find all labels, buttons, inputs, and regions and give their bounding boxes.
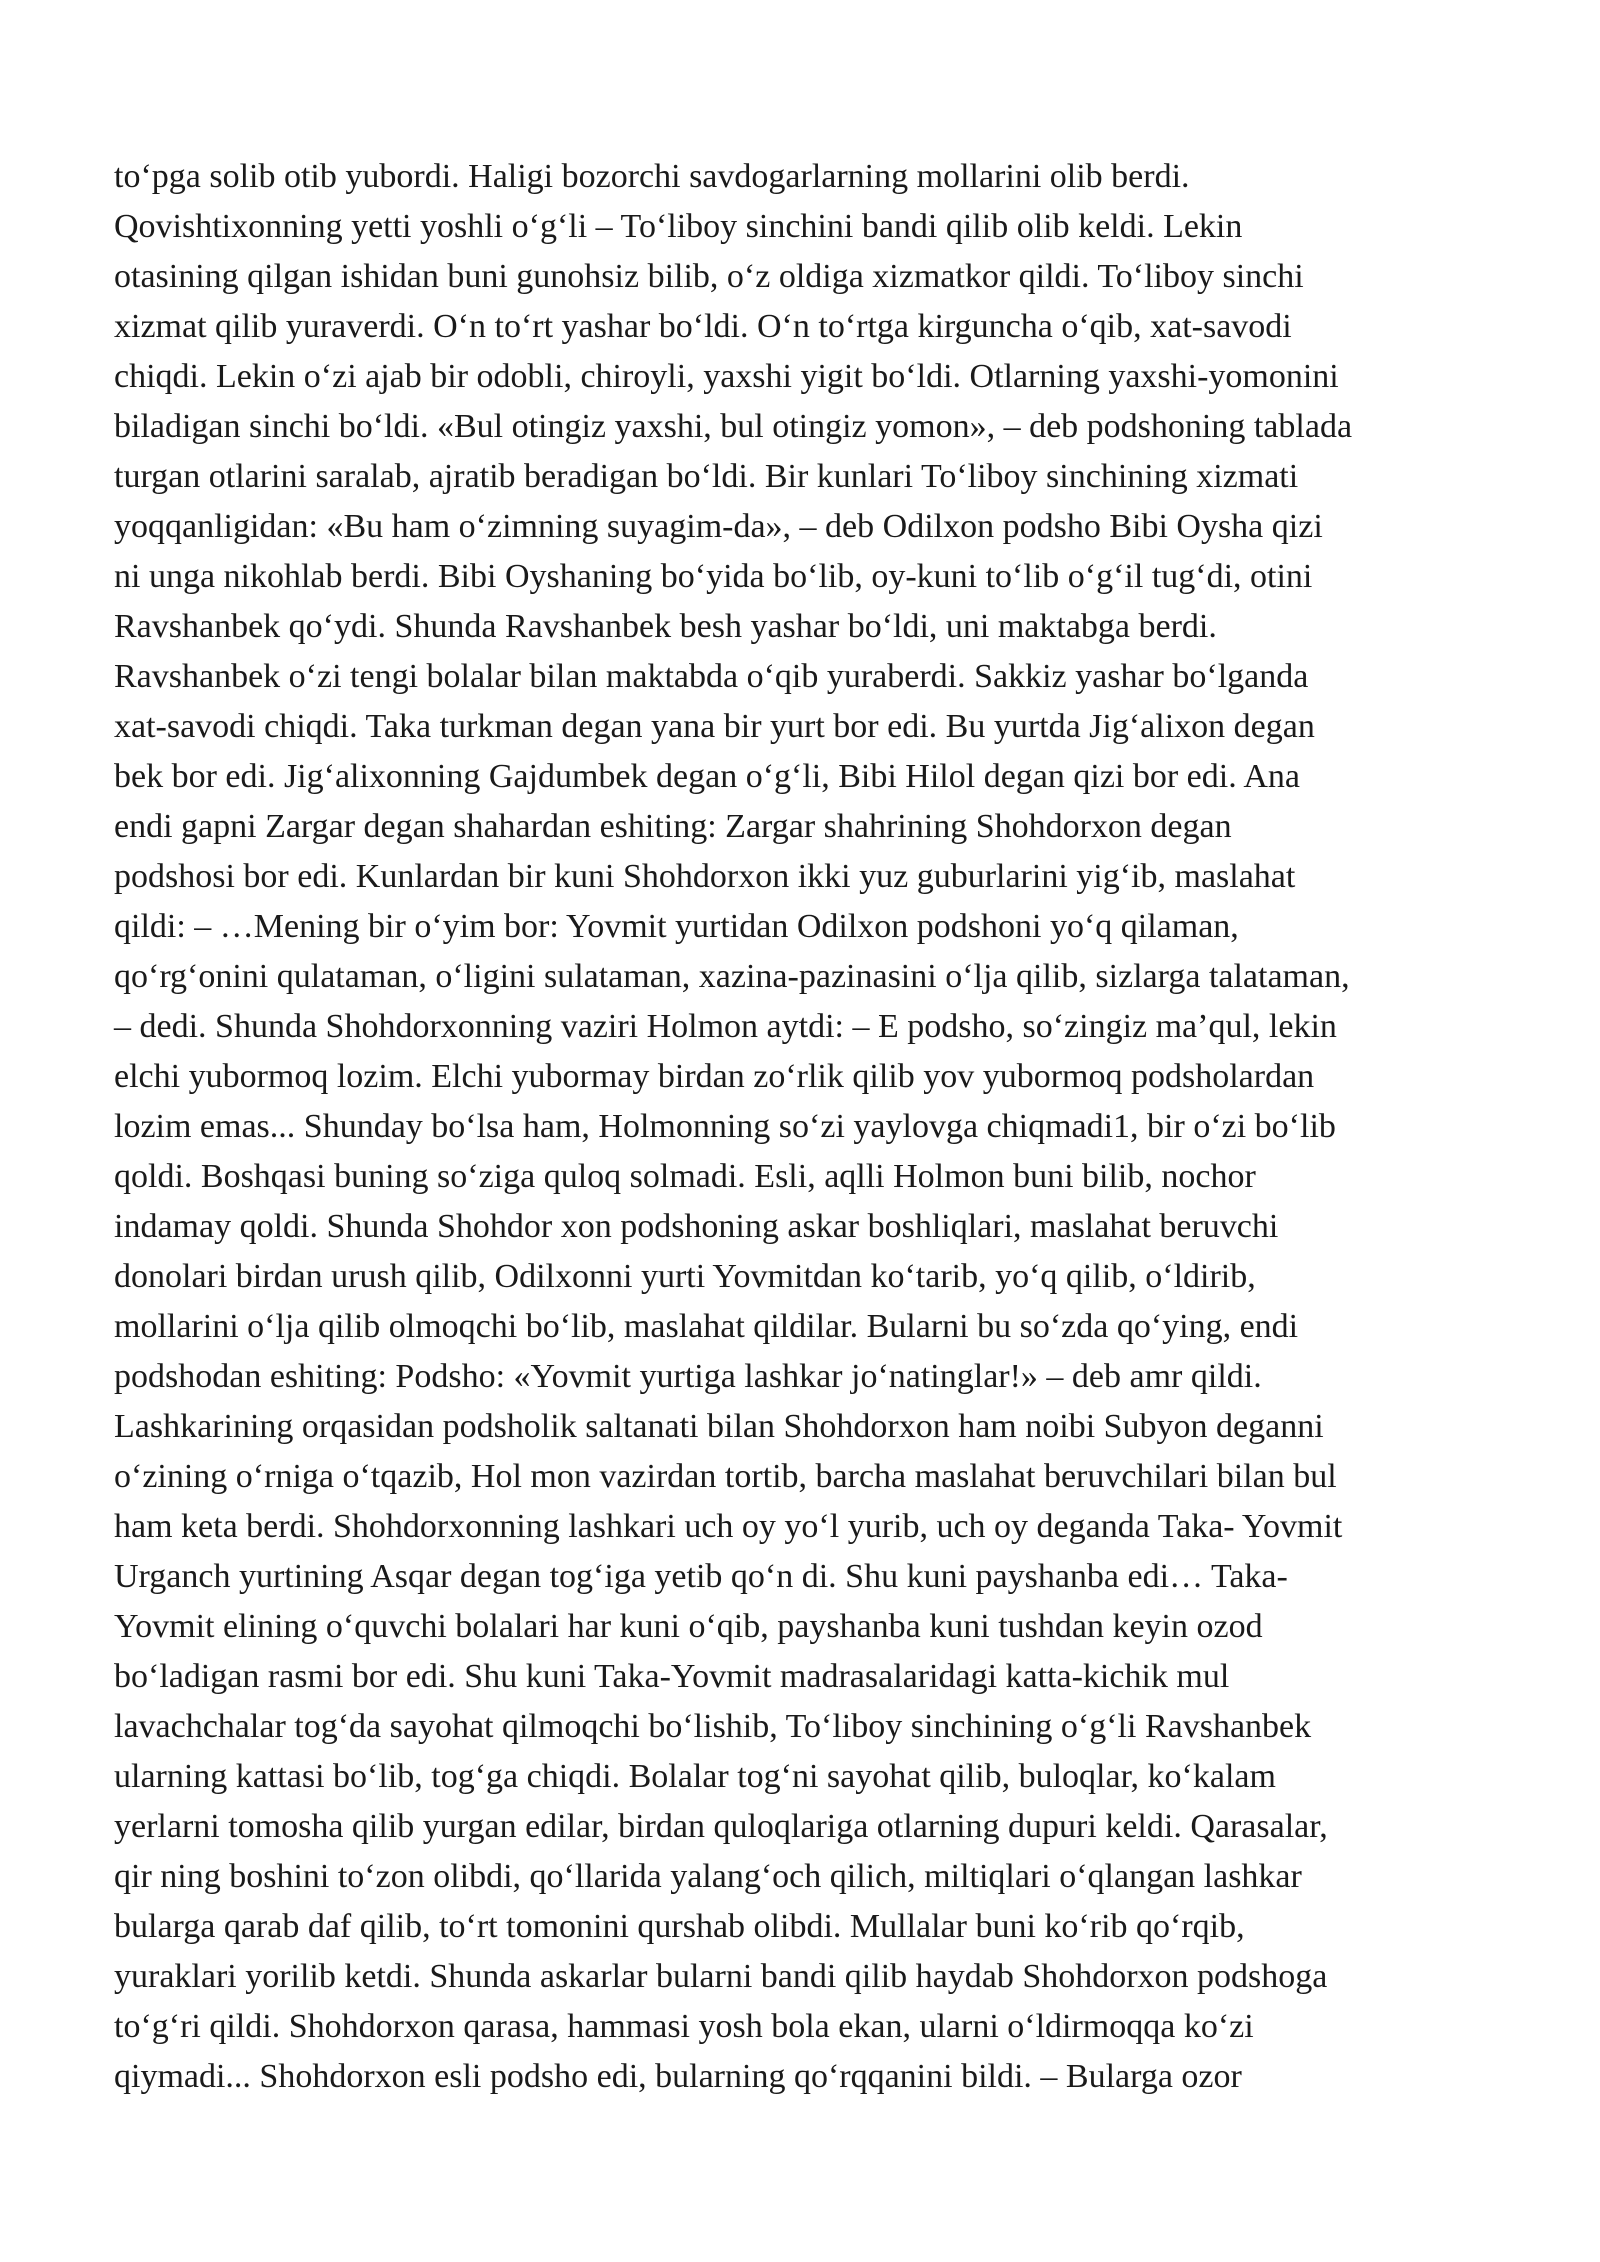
text-line: elchi yubormoq lozim. Elchi yubormay birdan zo‘rlik qilib yov yubormoq podsholardan	[114, 1058, 1315, 1095]
text-line: mollarini o‘lja qilib olmoqchi bo‘lib, maslahat qildilar. Bularni bu so‘zda qo‘ying, endi	[114, 1308, 1299, 1345]
text-line: o‘zining o‘rniga o‘tqazib, Hol mon vazirdan tortib, barcha maslahat beruvchilari bilan bul	[114, 1458, 1337, 1495]
text-line: chiqdi. Lekin o‘zi ajab bir odobli, chiroyli, yaxshi yigit bo‘ldi. Otlarning yaxshi-yomonini	[114, 358, 1339, 395]
text-line: yerlarni tomosha qilib yurgan edilar, birdan quloqlariga otlarning dupuri keldi. Qarasalar,	[114, 1808, 1328, 1845]
text-line: endi gapni Zargar degan shahardan eshiting: Zargar shahrining Shohdorxon degan	[114, 808, 1232, 845]
text-line: Ravshanbek o‘zi tengi bolalar bilan maktabda o‘qib yuraberdi. Sakkiz yashar bo‘lganda	[114, 658, 1309, 695]
text-line: bularga qarab daf qilib, to‘rt tomonini qurshab olibdi. Mullalar buni ko‘rib qo‘rqib,	[114, 1908, 1245, 1945]
text-line: lavachchalar tog‘da sayohat qilmoqchi bo‘lishib, To‘liboy sinchining o‘g‘li Ravshanbek	[114, 1708, 1312, 1745]
text-line: podshodan eshiting: Podsho: «Yovmit yurtiga lashkar jo‘natinglar!» – deb amr qildi.	[114, 1358, 1262, 1395]
text-line: yoqqanligidan: «Bu ham o‘zimning suyagim-da», – deb Odilxon podsho Bibi Oysha qizi	[114, 508, 1323, 545]
text-line: to‘pga solib otib yubordi. Haligi bozorchi savdogarlarning mollarini olib berdi.	[114, 158, 1190, 195]
text-line: to‘g‘ri qildi. Shohdorxon qarasa, hammasi yosh bola ekan, ularni o‘ldirmoqqa ko‘zi	[114, 2008, 1254, 2045]
text-line: Ravshanbek qo‘ydi. Shunda Ravshanbek besh yashar bo‘ldi, uni maktabga berdi.	[114, 608, 1217, 645]
text-line	[114, 2102, 1514, 2152]
text-line: Yovmit elining o‘quvchi bolalari har kuni o‘qib, payshanba kuni tushdan keyin ozod	[114, 1608, 1263, 1645]
text-line: qoldi. Boshqasi buning so‘ziga quloq solmadi. Esli, aqlli Holmon buni bilib, nochor	[114, 1158, 1256, 1195]
text-line: bo‘ladigan rasmi bor edi. Shu kuni Taka-Yovmit madrasalaridagi katta-kichik mul	[114, 1658, 1230, 1695]
text-line: biladigan sinchi bo‘ldi. «Bul otingiz yaxshi, bul otingiz yomon», – deb podshoning tablada	[114, 408, 1353, 445]
text-line: ni unga nikohlab berdi. Bibi Oyshaning bo‘yida bo‘lib, oy-kuni to‘lib o‘g‘il tug‘di, otini	[114, 558, 1313, 595]
text-line: indamay qoldi. Shunda Shohdor xon podshoning askar boshliqlari, maslahat beruvchi	[114, 1208, 1279, 1245]
text-line: ularning kattasi bo‘lib, tog‘ga chiqdi. Bolalar tog‘ni sayohat qilib, buloqlar, ko‘kalam	[114, 1758, 1276, 1795]
text-line: podshosi bor edi. Kunlardan bir kuni Shohdorxon ikki yuz guburlarini yig‘ib, maslahat	[114, 858, 1296, 895]
text-line: ham keta berdi. Shohdorxonning lashkari uch oy yo‘l yurib, uch oy deganda Taka- Yovmit	[114, 1508, 1343, 1545]
text-line: yuraklari yorilib ketdi. Shunda askarlar bularni bandi qilib haydab Shohdorxon podshoga	[114, 1958, 1328, 1995]
text-line: qildi: – …Mening bir o‘yim bor: Yovmit yurtidan Odilxon podshoni yo‘q qilaman,	[114, 908, 1239, 945]
text-line: otasining qilgan ishidan buni gunohsiz bilib, o‘z oldiga xizmatkor qildi. To‘liboy sinchi	[114, 258, 1304, 295]
text-line: Lashkarining orqasidan podsholik saltanati bilan Shohdorxon ham noibi Subyon deganni	[114, 1408, 1324, 1445]
text-line: qiymadi... Shohdorxon esli podsho edi, bularning qo‘rqqanini bildi. – Bularga ozor	[114, 2058, 1242, 2095]
text-line: – dedi. Shunda Shohdorxonning vaziri Holmon aytdi: – E podsho, so‘zingiz ma’qul, lekin	[114, 1008, 1337, 1045]
text-line: donolari birdan urush qilib, Odilxonni yurti Yovmitdan ko‘tarib, yo‘q qilib, o‘ldirib,	[114, 1258, 1256, 1295]
body-text	[114, 152, 1514, 2152]
text-line: bek bor edi. Jig‘alixonning Gajdumbek degan o‘g‘li, Bibi Hilol degan qizi bor edi. Ana	[114, 758, 1300, 795]
text-line: lozim emas... Shunday bo‘lsa ham, Holmonning so‘zi yaylovga chiqmadi1, bir o‘zi bo‘lib	[114, 1108, 1336, 1145]
text-line: Qovishtixonning yetti yoshli o‘g‘li – To‘liboy sinchini bandi qilib olib keldi. Lekin	[114, 208, 1243, 245]
text-line: turgan otlarini saralab, ajratib beradigan bo‘ldi. Bir kunlari To‘liboy sinchining xizmati	[114, 458, 1299, 495]
text-line: qir ning boshini to‘zon olibdi, qo‘llarida yalang‘och qilich, miltiqlari o‘qlangan lashkar	[114, 1858, 1302, 1895]
text-line: qo‘rg‘onini qulataman, o‘ligini sulataman, xazina-pazinasini o‘lja qilib, sizlarga talataman,	[114, 958, 1350, 995]
text-line: xizmat qilib yuraverdi. O‘n to‘rt yashar bo‘ldi. O‘n to‘rtga kirguncha o‘qib, xat-savodi	[114, 308, 1292, 345]
text-line: xat-savodi chiqdi. Taka turkman degan yana bir yurt bor edi. Bu yurtda Jig‘alixon degan	[114, 708, 1315, 745]
text-line: Urganch yurtining Asqar degan tog‘iga yetib qo‘n di. Shu kuni payshanba edi… Taka-	[114, 1558, 1288, 1595]
